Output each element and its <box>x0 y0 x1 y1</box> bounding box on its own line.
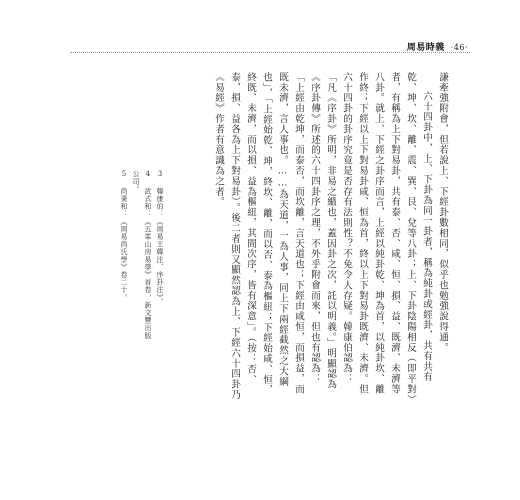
footnote: 5 尚秉和：《周易尚氏學》卷二十。 <box>120 170 128 302</box>
running-title: 周易時義 <box>406 43 445 53</box>
paragraph: 謙牽強附會，但若說上、下經卦數相同，似乎也勉強說得通。 <box>437 72 448 353</box>
page-number: ·46· <box>450 43 468 52</box>
footnote: 3 韓康伯：《周易王韓注．序卦注》。 <box>156 170 164 306</box>
footnotes <box>118 170 166 340</box>
footnote: 4 武式和：《五峯山房易學》首卷，新文豐出版公司。 <box>132 170 152 340</box>
header-rule <box>70 52 470 53</box>
main-text <box>160 72 450 402</box>
paragraph: 六十四卦中，上、下卦為同一卦者，稱為純卦或經卦，共有共有乾、坤、坎、離、震、巽、艮、兌等八卦；上、下卦陰陽相反（即平對）者，有稱為上下對易卦，共有泰、否、咸、恒、損、益、既濟、未濟等八卦。就上、下經之卦序而言，上經以純卦乾、坤為首，以純卦坎、離作終；下經以上下對易卦咸、恒為首，終以上下對易卦既濟、未濟。但六十四卦的卦序究竟是否存有法則性？不免令人存疑。韓康伯認為：「凡《序卦》所明，非易之縕也，蓋因卦之次，託以明義。」明顯認為《序卦傳》所述的六十四卦序之理，不外乎附會而來，但也有認為：「上經由乾坤，而泰否，而坎離，言天道也；下經由咸恒，而損益，而既未濟，言人事也。……為天道，一為人事，同上下兩經截然之大綱也」，「上經始乾、坤，終坎、離，而以否、泰為樞紐；下經始咸、恒，終既、未濟，而以損、益為樞紐，其間次序，皆有深意」。（按：否、泰，損、益各為上下對易卦）。後二者則又顯然認為上、下經六十四卦乃《易經》作者有意識為之者。 <box>213 72 432 400</box>
